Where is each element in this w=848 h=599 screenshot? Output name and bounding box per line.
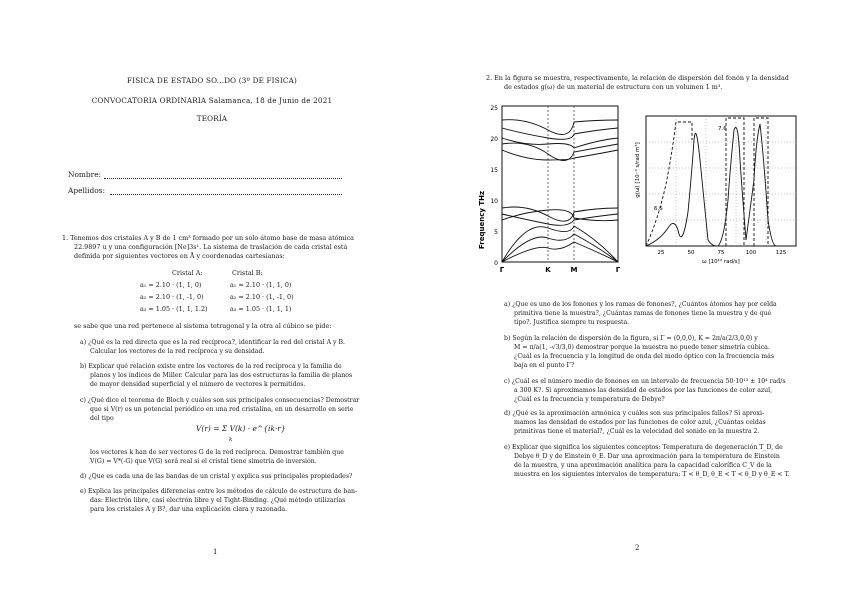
dispersion-branches: [502, 120, 618, 262]
crystal-a-a3: a₃ = 1.05 · (1, 1, 1.2): [140, 305, 208, 313]
q2-item-e-4: muestra en los siguientes intervalos de temperatura: T < θ_D, θ_E < T < θ_D y θ_E < T.: [514, 471, 790, 478]
q1-item-a-1: a) ¿Qué es la red directa que es la red recíproca?, identificar la red del cristal A y B.: [80, 339, 346, 346]
q1-item-c-cont-2: V(G) = V*(-G) que V(G) será real si el cristal tiene simetría de inversión.: [90, 458, 317, 465]
dispersion-ylabel: Frequency THz: [478, 190, 486, 250]
optical-branch-5: [502, 150, 618, 160]
q2-item-a-2: primitiva tiene la muestra?, ¿Cuántas ramas de fonones tiene la muestra y de qué: [514, 310, 772, 317]
q1-item-c-1: c) ¿Qué dice el teorema de Bloch y cuáles son sus principales consecuencias? Demostrar: [80, 397, 360, 404]
q2-item-b-2: M = π/a(1, -√3/3,0) demostrar porque la muestra no puede tener simetría cúbica.: [514, 344, 770, 351]
surname-label: Apellidos:: [68, 186, 105, 195]
phonon-dispersion-plot: [476, 100, 626, 276]
dos-xticks: [658, 250, 787, 256]
surname-line: [110, 194, 342, 195]
dos-curve-low: [646, 133, 716, 246]
dos-xtick-25: 25: [657, 250, 665, 256]
q2-item-d-2: mamos las densidad de estados por las funciones de color azul, ¿Cuántas celdas: [514, 419, 766, 426]
q1-intro-3: definida por siguientes vectores en Å y coordenadas cartesianas:: [74, 252, 285, 260]
crystal-a-a1: a₁ = 2.10 · (1, 1, 0): [140, 281, 202, 289]
crystal-b-a2: a₂ = 2.10 · (1, -1, 0): [230, 293, 294, 301]
q2-item-b-4: baja en el punto Γ?: [514, 362, 575, 369]
dos-curves: [646, 118, 776, 246]
q1-statement: se sabe que una red pertenece al sistema tetragonal y la otra al cúbico se pide:: [74, 322, 332, 330]
exam-section: TEORÍA: [196, 114, 228, 123]
q1-intro-1: 1. Tenemos dos cristales A y B de 1 cm³ formado por un solo átomo base de masa atómica: [62, 234, 354, 242]
q1-item-b-1: b) Explicar qué relación existe entre los vectores de la red recíproca y la familia de: [80, 363, 342, 370]
ytick-25: 25: [490, 105, 498, 112]
crystal-b-a1: a₁ = 2.10 · (1, 1, 0): [230, 281, 292, 289]
xtick-gamma-1: Γ: [499, 266, 505, 274]
q2-item-e-1: e) Explicar que significa los siguientes conceptos: Temperatura de degeneración T_D, de: [504, 444, 783, 451]
page-number-2: 2: [635, 544, 640, 552]
name-line: [104, 178, 342, 179]
dos-xlabel: ω [10¹³ rad/s]: [702, 259, 740, 265]
q1-item-c-cont-1: los vectores k han de ser vectores G de la red recíproca. Demostrar también que: [90, 449, 344, 456]
ytick-10: 10: [490, 198, 498, 205]
ytick-0: 0: [494, 260, 498, 267]
q1-item-d: d) ¿Que es cada una de las bandas de un cristal y explica sus principales propiedades?: [80, 473, 353, 480]
q1-item-e-2: das: Electrón libre, casi electrón libre y el Tight-Binding. ¿Qué método utilizarías: [90, 497, 346, 504]
q1-item-b-3: de mayor densidad superficial y el número de vectores k permitidos.: [90, 381, 306, 388]
crystal-b-a3: a₃ = 1.05 · (1, 1, 1): [230, 305, 292, 313]
name-label: Nombre:: [68, 170, 102, 179]
q1-item-e-3: para los cristales A y B?, dar una explicación clara y razonada.: [90, 506, 288, 513]
q1-item-e-1: e) Explica las principales diferencias entre los métodos de cálculo de estructura de ban-: [80, 488, 358, 495]
crystal-a-a2: a₂ = 2.10 · (1, -1, 0): [140, 293, 204, 301]
optical-branch-2: [502, 128, 618, 139]
optical-branch-7: [502, 214, 618, 225]
crystal-a-title: Cristal A:: [172, 269, 203, 277]
q2-item-d-3: primitivas tiene el material?, ¿Cuál es la velocidad del sonido en la muestra 2.: [514, 428, 760, 435]
q2-item-b-3: ¿Cuál es la frecuencia y la longitud de onda del modo óptico con la frecuencia más: [514, 353, 774, 360]
dos-xtick-50: 50: [687, 250, 695, 256]
dispersion-frame: [502, 106, 618, 262]
dos-ylabel: g(ω) [10⁻³ s/rad m³]: [635, 142, 641, 198]
course-title: FISICA DE ESTADO SO...DO (3º DE FISICA): [127, 76, 297, 85]
ytick-5: 5: [494, 229, 498, 236]
q1-intro-2: 22.9897 u y una configuración [Ne]3s¹. La sistema de traslación de cada cristal está: [74, 243, 348, 251]
acoustic-branch-1: [502, 226, 618, 262]
xtick-k: K: [545, 266, 551, 274]
exam-page-2: [424, 0, 848, 599]
q2-intro-2: de estados g(ω) de un material de estructura con un volumen 1 m³.: [504, 83, 723, 91]
exam-session: CONVOCATORIA ORDINARIA Salamanca, 18 de Junio de 2021: [91, 96, 333, 105]
dos-xtick-125: 125: [775, 250, 787, 256]
page-number-1: 1: [213, 548, 218, 556]
optical-branch-8: [502, 210, 618, 221]
xtick-m: M: [570, 266, 578, 274]
dos-curve-high: [718, 124, 776, 246]
q2-item-e-2: Debye θ_D y de Einstein θ_E. Dar una aproximación para la temperatura de Einstein: [514, 453, 780, 460]
q1-item-a-2: Calcular los vectores de la red recíproca y su densidad.: [90, 348, 265, 355]
dos-annotation-1: 7.6: [718, 126, 727, 132]
q2-item-d-1: d) ¿Qué es la aproximación armónica y cuáles son sus principales fallos? Si aproxi-: [504, 410, 765, 417]
q2-item-a-1: a) ¿Que es uno de los fonones y los ramas de fonones?, ¿Cuántos átomos hay por celda: [504, 301, 777, 308]
crystal-b-title: Cristal B:: [232, 269, 263, 277]
dos-xtick-75: 75: [717, 250, 725, 256]
q2-item-e-3: de la muestra, y una aproximación analítica para la capacidad calorífica C_V de la: [514, 462, 772, 469]
q2-item-c-3: ¿Cuál es la frecuencia y temperatura de Debye?: [514, 396, 665, 403]
dos-xtick-100: 100: [745, 250, 757, 256]
phonon-dos-plot: [630, 100, 806, 266]
dispersion-yticks: [490, 105, 498, 267]
xtick-gamma-2: Γ: [615, 266, 621, 274]
optical-branch-4: [502, 143, 618, 160]
q2-item-a-3: tipo?. Justifica siempre tu respuesta.: [514, 319, 630, 326]
q2-item-b-1: b) Según la relación de dispersión de la figura, si Γ = (0,0,0), K = 2π/a(2/3,0,0) y: [504, 335, 758, 342]
q1-item-c-3: del tipo: [90, 415, 114, 422]
fourier-equation: V(r) = Σ V(k) · e^{ik·r}: [196, 424, 286, 433]
dos-annotation-2: 6.5: [654, 206, 663, 212]
q2-item-c-1: c) ¿Cuál es el número medio de fonones en un intervalo de frecuencia 50·10¹³ ± 10⁴ rad/s: [504, 378, 786, 385]
q1-item-c-2: que si V(r) es un potencial periódico en una red cristalina, en un desarrollo en serie: [90, 406, 354, 413]
q2-item-c-2: a 300 K?. Si aproximamos las densidad de estados por las funciones de color azul,: [514, 387, 773, 394]
q2-intro-1: 2. En la figura se muestra, respectivamente, la relación de dispersión del fonón y la densidad: [486, 74, 789, 82]
ytick-15: 15: [490, 167, 498, 174]
optical-branch-6: [502, 207, 618, 221]
q1-item-b-2: planos y los índices de Miller. Calcular para las dos estructuras la familia de planos: [90, 372, 353, 379]
ytick-20: 20: [490, 136, 498, 143]
fourier-equation-subscript: k: [229, 437, 233, 443]
dispersion-xticks: [500, 266, 621, 274]
